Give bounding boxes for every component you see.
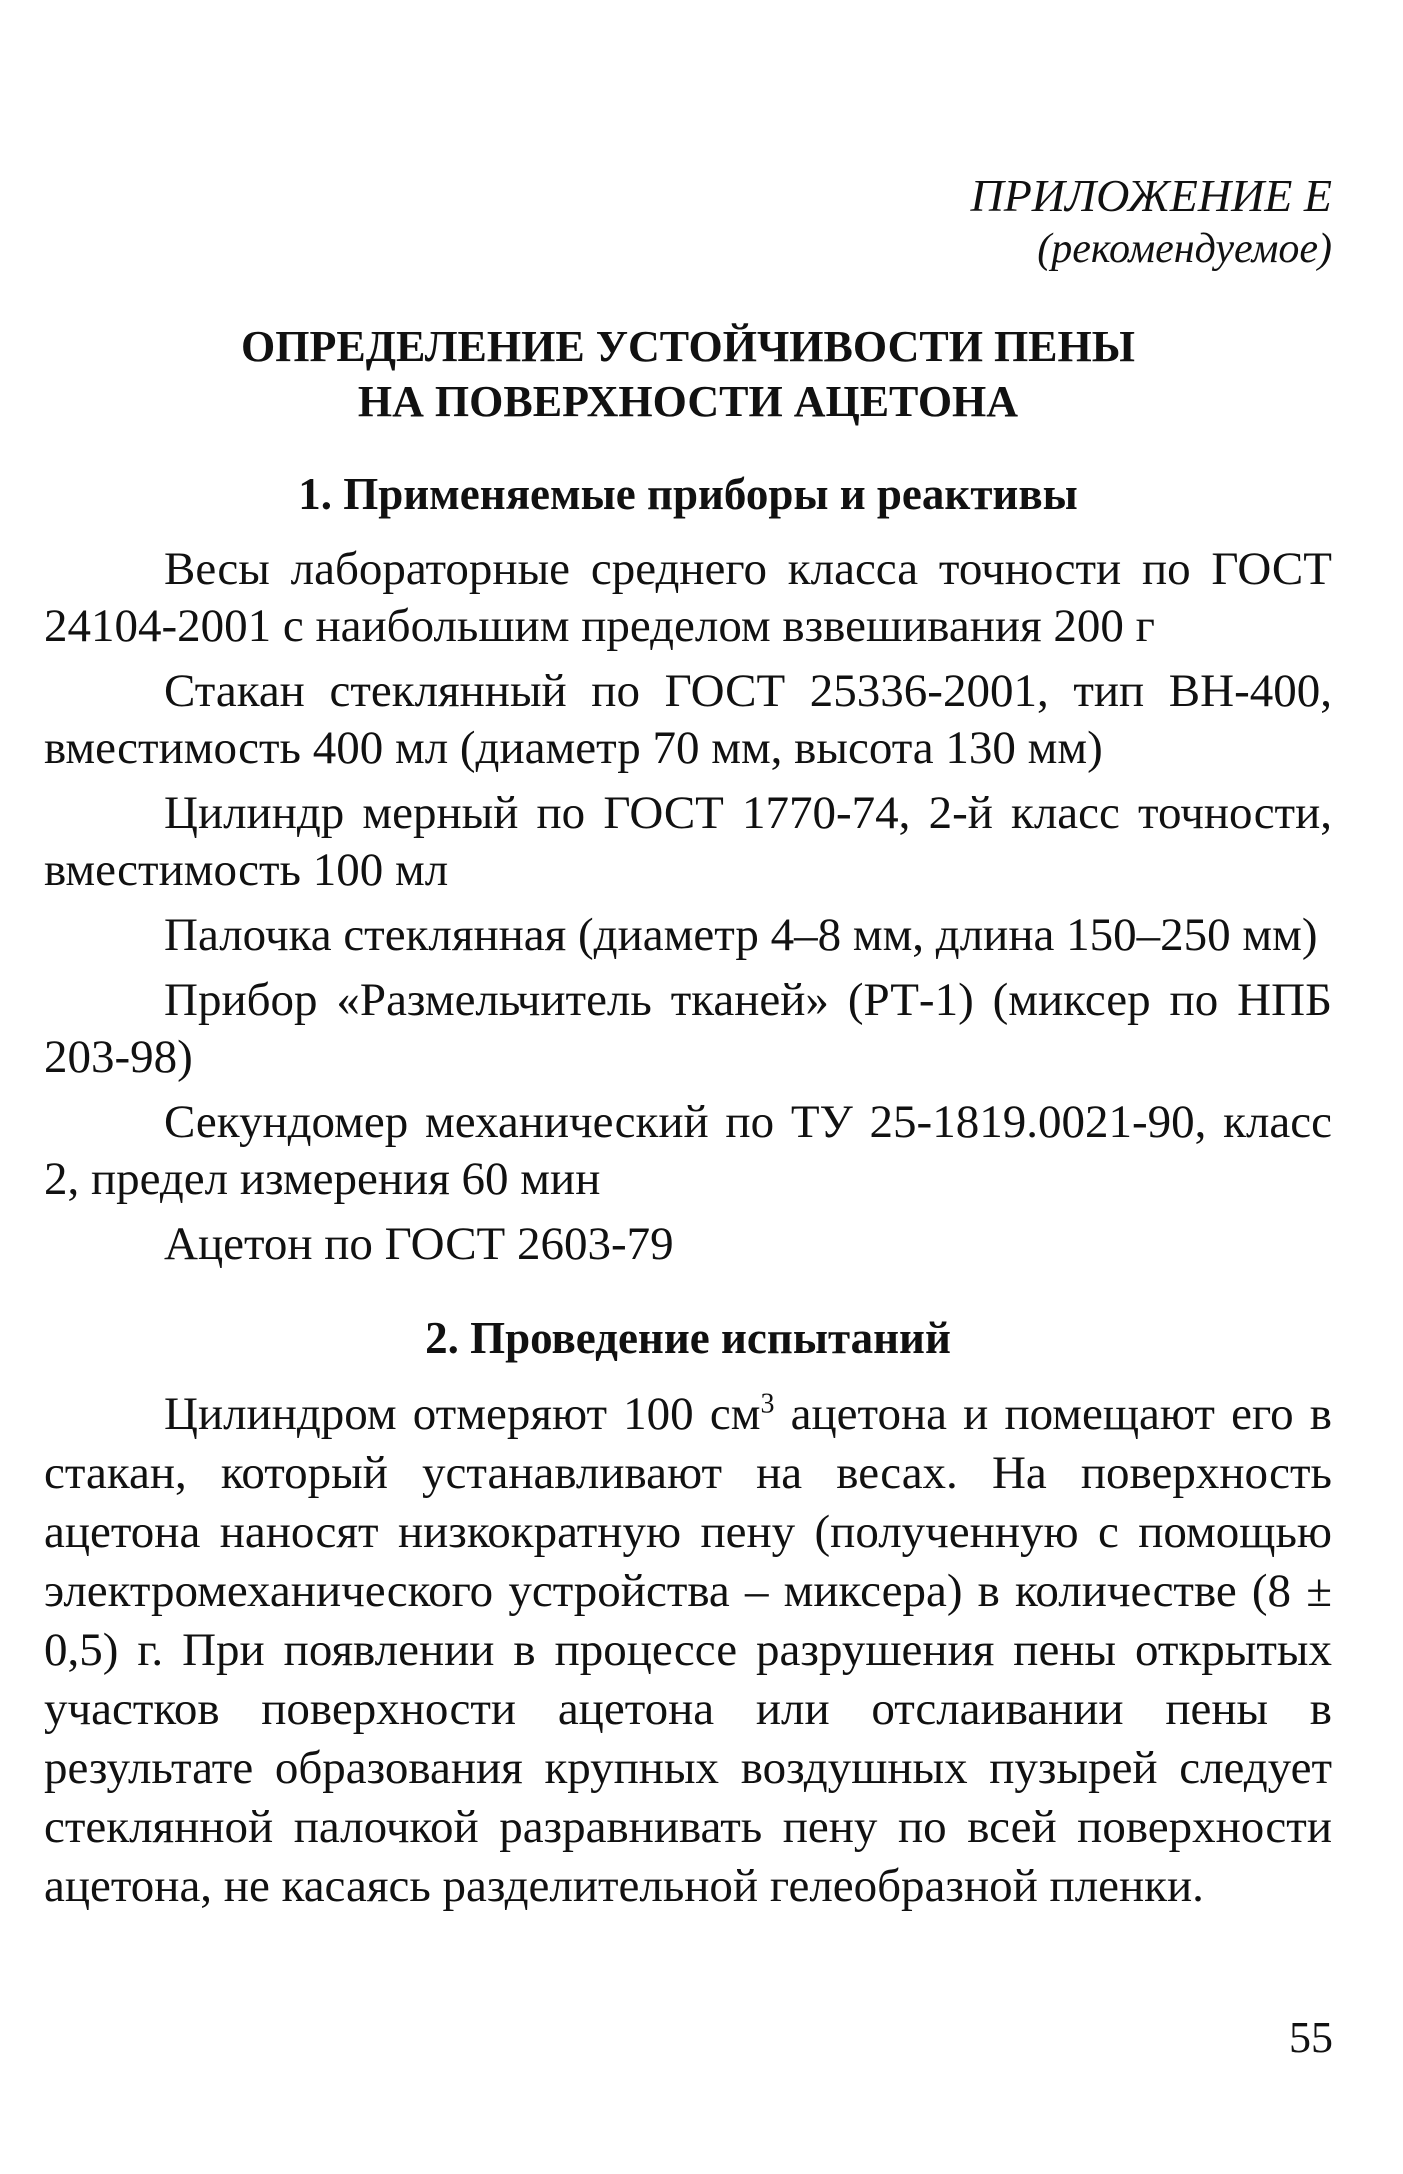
equipment-item: Ацетон по ГОСТ 2603-79 <box>164 1218 674 1271</box>
section-2-heading: 2. Проведение испытаний <box>425 1313 951 1364</box>
equipment-item: Стакан стеклянный по ГОСТ 25336-2001, тип ВН-400, вместимость 400 мл (диаметр 70 мм, высота 130 мм) <box>44 665 1332 775</box>
procedure-paragraph <box>44 1385 1332 1916</box>
equipment-item: Палочка стеклянная (диаметр 4–8 мм, длина 150–250 мм) <box>164 909 1318 962</box>
title-line-2: НА ПОВЕРХНОСТИ АЦЕТОНА <box>357 377 1019 427</box>
equipment-item: Прибор «Размельчитель тканей» (РТ-1) (миксер по НПБ 203-98) <box>44 974 1332 1084</box>
page-number: 55 <box>1289 2013 1333 2062</box>
section-1-heading: 1. Применяемые приборы и реактивы <box>298 469 1078 520</box>
equipment-list <box>44 541 1332 1273</box>
appendix-header <box>44 168 1332 275</box>
equipment-item: Весы лабораторные среднего класса точности по ГОСТ 24104-2001 с наибольшим пределом взвешивания 200 г <box>44 543 1332 653</box>
title-line-1: ОПРЕДЕЛЕНИЕ УСТОЙЧИВОСТИ ПЕНЫ <box>241 322 1135 372</box>
document-title <box>44 319 1332 429</box>
equipment-item: Цилиндр мерный по ГОСТ 1770-74, 2-й класс точности, вместимость 100 мл <box>44 787 1332 897</box>
appendix-label: ПРИЛОЖЕНИЕ Е <box>970 170 1332 221</box>
superscript-exponent: 3 <box>760 1388 775 1420</box>
procedure-text-rest: ацетона и помещают его в стакан, который устанавливают на весах. На поверхность ацетона наносят низкократную пену (полученную с помощью электромеханического устройства – миксера) в количестве (8 ± 0,5) г. При появлении в процессе разрушения пены открытых участков поверхности ацетона или отслаивании пены в результате образования крупных воздушных пузырей следует стеклянной палочкой разравнивать пену по всей поверхности ацетона, не касаясь разделительной гелеобразной пленки. <box>44 1388 1332 1913</box>
document-page <box>44 168 1332 1916</box>
procedure-text-start: Цилиндром отмеряют 100 см <box>164 1388 761 1441</box>
appendix-status: (рекомендуемое) <box>1037 226 1332 273</box>
equipment-item: Секундомер механический по ТУ 25-1819.0021-90, класс 2, предел измерения 60 мин <box>44 1096 1332 1206</box>
